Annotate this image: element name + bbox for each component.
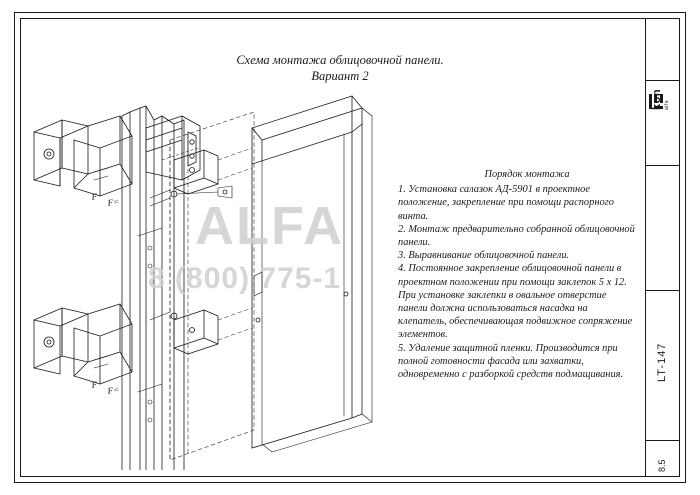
note-item: 2. Монтаж предварительно собранной облицовочной панели. — [398, 223, 635, 249]
panel-bracket-top — [174, 148, 252, 194]
sheet-number: 8.5 — [657, 459, 667, 472]
strip-divider — [645, 80, 680, 81]
svg-text:F=: F= — [106, 384, 120, 396]
panel-bracket-bottom — [174, 308, 252, 354]
notes-title: Порядок монтажа — [484, 169, 570, 180]
note-item: 3. Выравнивание облицовочной панели. — [398, 250, 570, 262]
installation-notes — [398, 168, 636, 381]
strip-divider — [645, 440, 680, 441]
strip-divider — [645, 165, 680, 166]
title-line-2: Вариант 2 — [311, 69, 369, 83]
svg-text:F=: F= — [106, 196, 120, 208]
svg-text:F: F — [90, 379, 98, 390]
facing-panel — [252, 96, 372, 452]
drawing-code: LT-147 — [656, 342, 668, 382]
title-strip — [645, 18, 680, 477]
watermark-phone: 8 (800) 775-1 — [148, 262, 342, 295]
bracket-upper — [34, 116, 132, 208]
panel-hidden-outline — [170, 112, 254, 460]
svg-text:F: F — [90, 191, 98, 202]
assembly-drawing — [22, 20, 422, 470]
watermark-brand: ALFA — [195, 196, 344, 256]
vertical-profile — [122, 106, 184, 470]
note-item: 4. Постоянное закрепление облицовочной панели в проектном положении при помощи заклепок 5 х 12. При установке заклепки в овальное отверстие панели должна использоваться насадка на клепатель, обеспечивающая подвижное сопряжение элементов. — [398, 263, 633, 341]
title-line-1: Схема монтажа облицовочной панели. — [236, 53, 444, 67]
logo-word: kon — [651, 88, 663, 110]
company-logo — [648, 88, 677, 154]
note-item: 5. Удаление защитной пленки. Производится при полной готовности фасада или захватки, одновременно с разборкой средств подмащивания. — [398, 342, 624, 381]
profile-marks — [138, 228, 162, 422]
logo-subtext: alfa — [664, 99, 670, 110]
note-item: 1. Установка салазок АД-5901 в проектное положение, закрепление при помощи распорного винта. — [398, 184, 614, 222]
strip-divider — [645, 290, 680, 291]
bracket-lower — [34, 304, 132, 396]
